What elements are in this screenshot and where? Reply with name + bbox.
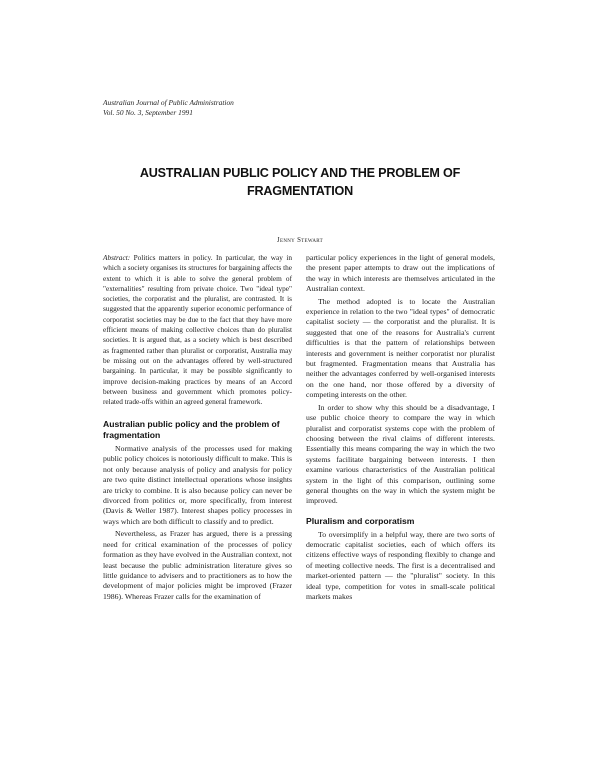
journal-name: Australian Journal of Public Administration	[103, 98, 234, 107]
article-title	[60, 164, 540, 200]
body-paragraph: In order to show why this should be a disadvantage, I use public choice theory to compare the way in which pluralist and corporatist systems cope with the problem of choosing between the rival claims of different interests. Essentially this means comparing the way in which the two systems facilitate bargaining between interests. I then examine various characteristics of the Australian political system in the light of this comparison, outlining some general thoughts on the way in which the system might be improved.	[306, 402, 495, 506]
abstract-text: Politics matters in policy. In particular, the way in which a society organises its structures for bargaining affects the extent to which it is able to solve the general problem of "externalities" resulting from private choice. Two "ideal type" societies, the corporatist and the pluralist, are contrasted. It is suggested that the apparently superior economic performance of corporatist societies may be due to the fact that they have more efficient means of making collective choices than do pluralist societies. It is argued that, as a society which is best described as fragmented rather than pluralist or corporatist, Australia may be missing out on the advantages offered by well-structured bargaining. In particular, it may be possible significantly to improve decision-making practices by means of an Accord between business and government which promotes policy-related trade-offs within an agreed general framework.	[103, 253, 292, 407]
author-name: Jenny Stewart	[277, 237, 323, 244]
body-paragraph: Nevertheless, as Frazer has argued, there is a pressing need for critical examination of the processes of policy formation as they have evolved in the Australian context, not least because the public administration literature gives so little guidance to advisers and to practitioners as to how the development of major policies might be improved (Frazer 1986). Whereas Frazer calls for the examination of	[103, 529, 292, 601]
body-paragraph: Normative analysis of the processes used for making public policy choices is notoriously difficult to make. This is not only because analysis of policy and analysis for policy are two quite distinct intellectual operations whose insights are tricky to combine. It is also because policy can never be divorced from politics or, more specifically, from interest (Davis & Weller 1987). Interest shapes policy processes in ways which are both difficult to classify and to predict.	[103, 444, 292, 526]
abstract-paragraph	[103, 253, 292, 407]
body-paragraph: particular policy experiences in the light of general models, the present paper attempts to draw out the implications of the way in which interests are themselves articulated in the Australian context.	[306, 253, 495, 294]
left-column	[103, 253, 292, 602]
right-column	[306, 253, 495, 602]
journal-issue: Vol. 50 No. 3, September 1991	[103, 108, 193, 117]
title-line-1: AUSTRALIAN PUBLIC POLICY AND THE PROBLEM OF	[139, 166, 461, 180]
section-heading-fragmentation: Australian public policy and the problem of fragmentation	[103, 419, 280, 441]
title-line-2: FRAGMENTATION	[246, 184, 354, 198]
body-paragraph: To oversimplify in a helpful way, there are two sorts of democratic capitalist societies, each of which offers its citizens effective ways of responding flexibly to change and of meeting collective needs. The first is a decentralised and market-oriented pattern — the "pluralist" society. In this ideal type, competition for votes in small-scale political markets makes	[306, 529, 495, 601]
abstract-label: Abstract:	[103, 253, 131, 262]
section-heading-pluralism: Pluralism and corporatism	[306, 515, 415, 526]
journal-header	[103, 98, 234, 118]
body-paragraph: The method adopted is to locate the Australian experience in relation to the two "ideal types" of democratic capitalist society — the corporatist and the pluralist. It is suggested that one of the reasons for Australia's current difficulties is that the pattern of relationships between interests and government is neither corporatist nor pluralist but fragmented. Fragmentation means that Australia has neither the advantages conferred by well-organised interests on the one hand, nor those offered by a diversity of competing interests on the other.	[306, 296, 495, 400]
